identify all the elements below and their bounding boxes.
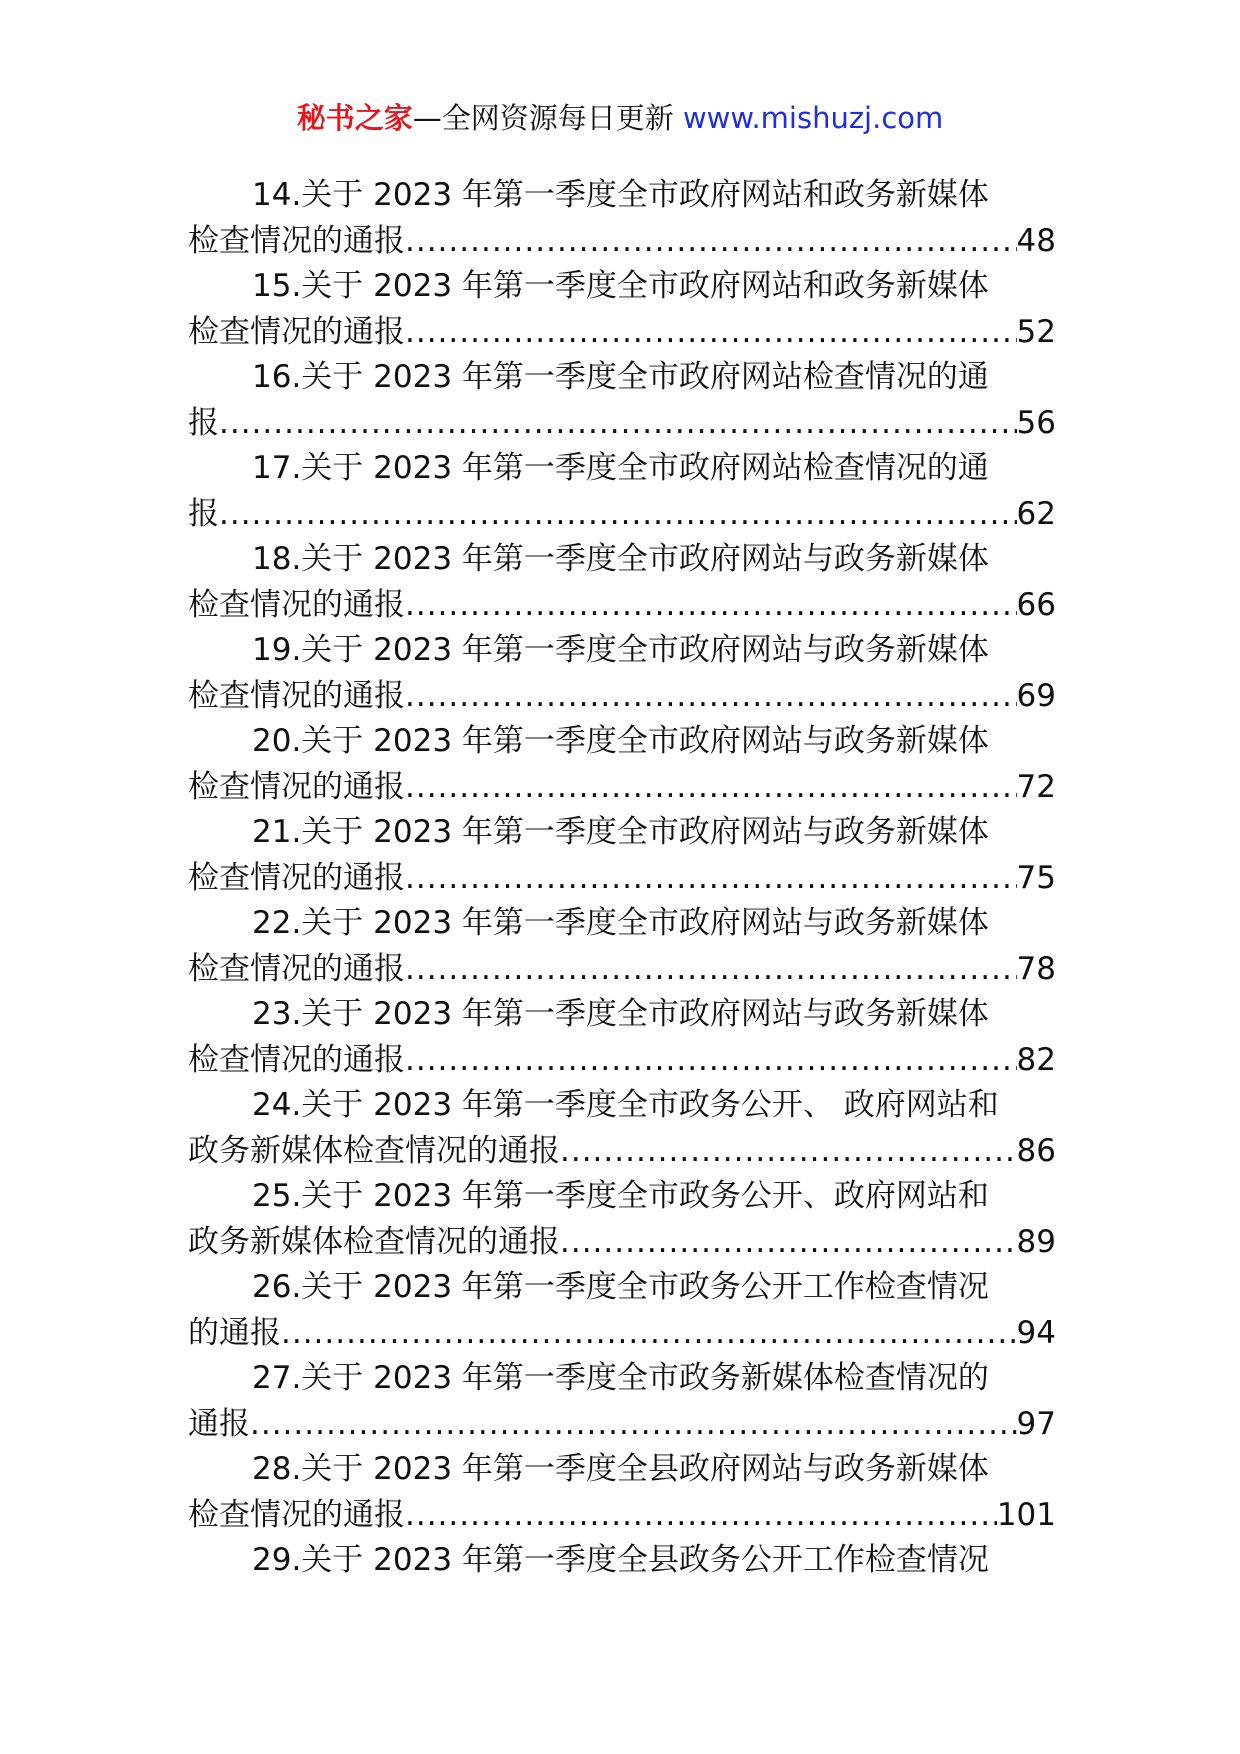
toc-entry[interactable]: [188, 901, 1056, 992]
dot-leader: [405, 310, 1017, 356]
toc-entry-title: 14.关于 2023 年第一季度全市政府网站和政务新媒体: [252, 177, 989, 213]
dot-leader: [405, 219, 1017, 265]
toc-entry-title-continued: 政务新媒体检查情况的通报: [188, 1132, 560, 1169]
toc-entry[interactable]: [188, 537, 1056, 628]
toc-entry[interactable]: [188, 628, 1056, 719]
toc-entry-title-continued: 检查情况的通报: [188, 586, 405, 623]
page-number: 94: [1016, 1314, 1056, 1351]
dot-leader: [405, 856, 1017, 902]
toc-entry[interactable]: [188, 1083, 1056, 1174]
page-number: 82: [1016, 1041, 1056, 1078]
page-number: 97: [1016, 1405, 1056, 1442]
dot-leader: [405, 583, 1017, 629]
brand-name: 秘书之家: [296, 101, 413, 135]
toc-entry-title: 28.关于 2023 年第一季度全县政府网站与政务新媒体: [252, 1451, 989, 1487]
toc-entry-title: 21.关于 2023 年第一季度全市政府网站与政务新媒体: [252, 814, 989, 850]
page-number: 69: [1016, 677, 1056, 714]
toc-entry-title-continued: 检查情况的通报: [188, 859, 405, 896]
toc-entry[interactable]: [188, 992, 1056, 1083]
page-number: 101: [996, 1496, 1056, 1533]
dot-leader: [405, 1493, 997, 1539]
toc-entry-title: 18.关于 2023 年第一季度全市政府网站与政务新媒体: [252, 541, 989, 577]
toc-entry-title-continued: 的通报: [188, 1314, 281, 1351]
toc-entry[interactable]: [188, 1174, 1056, 1265]
toc-entry-title-continued: 检查情况的通报: [188, 1041, 405, 1078]
page-number: 86: [1016, 1132, 1056, 1169]
page-number: 72: [1016, 768, 1056, 805]
page-number: 52: [1016, 313, 1056, 350]
toc-entry[interactable]: [188, 173, 1056, 264]
dot-leader: [219, 492, 1017, 538]
toc-entry-title: 27.关于 2023 年第一季度全市政务新媒体检查情况的: [252, 1360, 989, 1396]
page-number: 56: [1016, 404, 1056, 441]
dot-leader: [405, 765, 1017, 811]
toc-entry-title-continued: 检查情况的通报: [188, 950, 405, 987]
toc-entry-title: 29.关于 2023 年第一季度全县政务公开工作检查情况: [252, 1542, 989, 1578]
page-header: [0, 98, 1240, 138]
toc-entry-title: 25.关于 2023 年第一季度全市政务公开、政府网站和: [252, 1178, 989, 1214]
toc-entry-title: 19.关于 2023 年第一季度全市政府网站与政务新媒体: [252, 632, 989, 668]
page-number: 62: [1016, 495, 1056, 532]
toc-entry[interactable]: [188, 446, 1056, 537]
header-tagline: —全网资源每日更新: [412, 101, 683, 135]
toc-entry-title-continued: 报: [188, 495, 219, 532]
toc-entry[interactable]: [188, 719, 1056, 810]
toc-entry-title-continued: 报: [188, 404, 219, 441]
dot-leader: [405, 674, 1017, 720]
dot-leader: [405, 947, 1017, 993]
toc-entry[interactable]: [188, 1447, 1056, 1538]
dot-leader: [250, 1402, 1017, 1448]
toc-entry-title: 26.关于 2023 年第一季度全市政务公开工作检查情况: [252, 1269, 989, 1305]
dot-leader: [560, 1220, 1017, 1266]
toc-entry[interactable]: [188, 264, 1056, 355]
toc-entry-title: 22.关于 2023 年第一季度全市政府网站与政务新媒体: [252, 905, 989, 941]
toc-entry-title-continued: 检查情况的通报: [188, 313, 405, 350]
page-number: 66: [1016, 586, 1056, 623]
dot-leader: [281, 1311, 1017, 1357]
toc-entry-title: 23.关于 2023 年第一季度全市政府网站与政务新媒体: [252, 996, 989, 1032]
toc-entry[interactable]: [188, 355, 1056, 446]
toc-entry-title-continued: 政务新媒体检查情况的通报: [188, 1223, 560, 1260]
toc-entry-partial[interactable]: [188, 1538, 1056, 1584]
toc-entry-title-continued: 检查情况的通报: [188, 768, 405, 805]
toc-entry-title: 16.关于 2023 年第一季度全市政府网站检查情况的通: [252, 359, 989, 395]
table-of-contents: [188, 173, 1056, 1584]
dot-leader: [219, 401, 1017, 447]
toc-entry-title: 24.关于 2023 年第一季度全市政务公开、 政府网站和: [252, 1087, 999, 1123]
toc-entry-title-continued: 通报: [188, 1405, 250, 1442]
toc-entry[interactable]: [188, 1265, 1056, 1356]
toc-entry[interactable]: [188, 810, 1056, 901]
toc-entry-title-continued: 检查情况的通报: [188, 1496, 405, 1533]
toc-entry-title: 17.关于 2023 年第一季度全市政府网站检查情况的通: [252, 450, 989, 486]
toc-entry-title: 20.关于 2023 年第一季度全市政府网站与政务新媒体: [252, 723, 989, 759]
toc-entry-title-continued: 检查情况的通报: [188, 222, 405, 259]
page-number: 48: [1016, 222, 1056, 259]
page-number: 78: [1016, 950, 1056, 987]
dot-leader: [560, 1129, 1017, 1175]
page-number: 89: [1016, 1223, 1056, 1260]
page-number: 75: [1016, 859, 1056, 896]
dot-leader: [405, 1038, 1017, 1084]
site-url[interactable]: www.mishuzj.com: [682, 101, 944, 135]
toc-entry[interactable]: [188, 1356, 1056, 1447]
toc-entry-title-continued: 检查情况的通报: [188, 677, 405, 714]
toc-entry-title: 15.关于 2023 年第一季度全市政府网站和政务新媒体: [252, 268, 989, 304]
